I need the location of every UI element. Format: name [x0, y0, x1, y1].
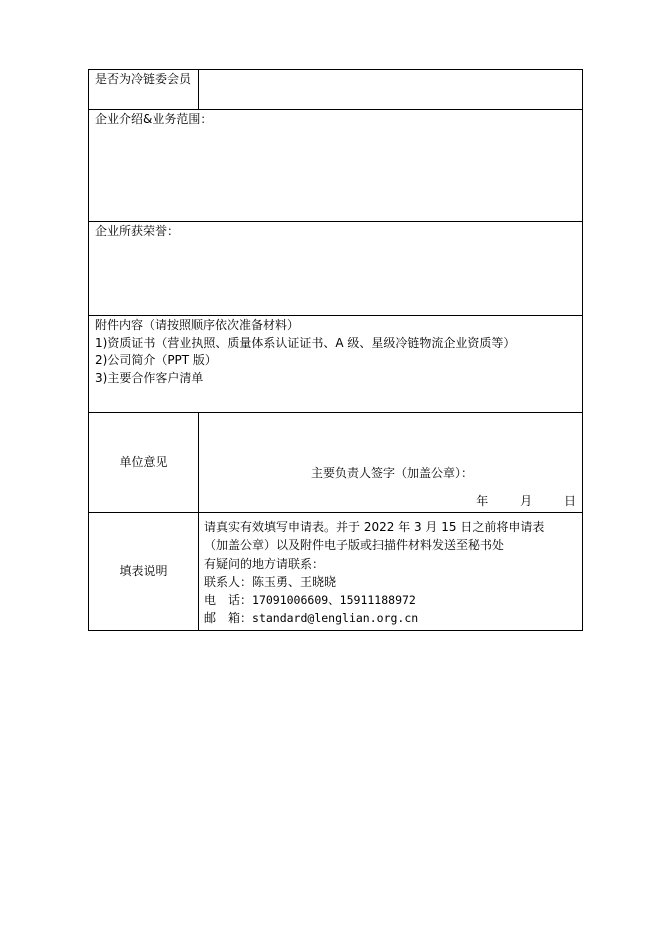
- opinion-cell[interactable]: [199, 413, 582, 512]
- member-row: [89, 70, 582, 109]
- attachments-cell: [89, 316, 582, 412]
- attachments-heading: 附件内容（请按照顺序依次准备材料）: [95, 318, 300, 332]
- instructions-cell: [199, 513, 582, 630]
- phone-value: 17091006609、15911188972: [252, 593, 416, 608]
- honors-row: [89, 221, 582, 315]
- instruction-line: （加盖公章）以及附件电子版或扫描件材料发送至秘书处: [204, 538, 505, 553]
- honors-label: 企业所获荣誉：: [95, 224, 180, 238]
- email-value[interactable]: standard@lenglian.org.cn: [252, 611, 419, 626]
- attachment-item: 2)公司简介（PPT 版）: [95, 353, 217, 367]
- application-form-table: [88, 69, 583, 631]
- phone-line: [204, 591, 576, 609]
- contact-label: 联系人：: [204, 574, 253, 589]
- day-label: 日: [563, 494, 576, 508]
- phone-label: 电 话：: [204, 593, 253, 608]
- attachment-item: 1)资质证书（营业执照、质量体系认证证书、A 级、星级冷链物流企业资质等）: [95, 335, 516, 350]
- date-line: [476, 492, 576, 509]
- member-value-cell[interactable]: [199, 70, 582, 109]
- instruction-line: 请真实有效填写申请表。并于 2022 年 3 月 15 日之前将申请表: [204, 520, 545, 534]
- intro-label: 企业介绍&业务范围：: [95, 112, 213, 126]
- instructions-row: [89, 512, 582, 630]
- opinion-row: [89, 412, 582, 512]
- opinion-label: 单位意见: [89, 413, 199, 512]
- month-label: 月: [520, 494, 533, 508]
- intro-row: [89, 109, 582, 221]
- attachments-row: [89, 315, 582, 412]
- email-label: 邮 箱：: [204, 611, 253, 626]
- email-line: [204, 609, 576, 627]
- year-label: 年: [476, 494, 489, 508]
- instructions-label: 填表说明: [89, 513, 199, 630]
- signature-line: 主要负责人签字（加盖公章）：: [311, 466, 474, 480]
- member-label: 是否为冷链委会员: [89, 70, 199, 109]
- attachment-item: 3)主要合作客户清单: [95, 370, 204, 385]
- contact-value: 陈玉勇、王晓晓: [252, 574, 337, 589]
- contact-line: [204, 573, 576, 591]
- instruction-line: 有疑问的地方请联系：: [204, 556, 325, 571]
